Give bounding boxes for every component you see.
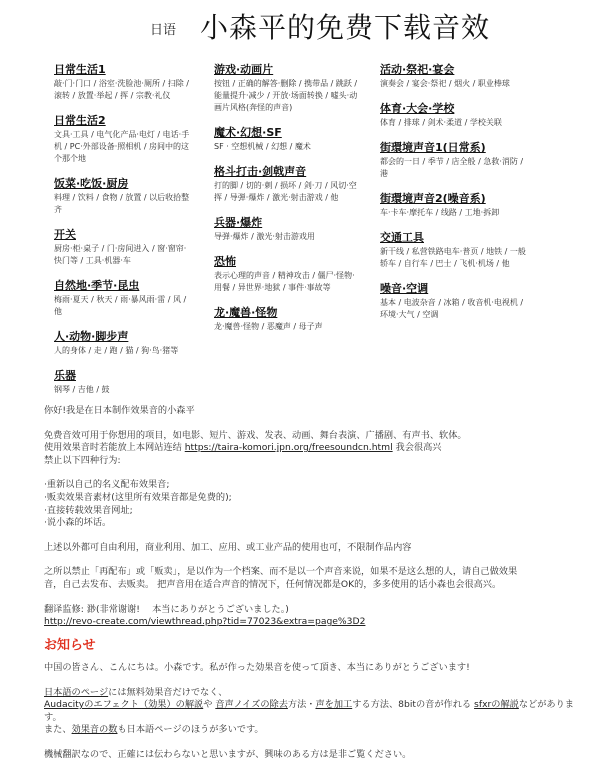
category-items[interactable]: 车·卡车·摩托车 / 线路 / 工地·拆卸 — [380, 208, 500, 217]
category-link[interactable]: 交通工具 — [380, 231, 424, 244]
news-text: や — [203, 699, 216, 711]
category-column-1 — [54, 62, 192, 396]
category-items[interactable]: 敲·门·门口 / 浴室·洗脸池·厕所 / 扫除 / 滚转 / 放置·举起 / 挥 / 宗教·礼仪 — [54, 79, 189, 100]
category-link[interactable]: 乐器 — [54, 369, 76, 382]
category-link[interactable]: 街環境声音2(噪音系) — [380, 192, 486, 205]
category-block — [54, 176, 192, 216]
category-items[interactable]: 厨房·柜·桌子 / 门·房间进入 / 窗·窗帘·快门等 / 工具·机器·车 — [54, 244, 187, 265]
category-items[interactable]: 新干线 / 私营铁路电车·普页 / 地铁 / 一般轿车 / 自行车 / 巴士 / 飞机·机场 / 他 — [380, 247, 526, 268]
news-links-line — [44, 687, 584, 737]
news-text: には無料効果音だけでなく、 — [108, 686, 228, 698]
rule-item: ·直接转载效果音网址; — [44, 504, 133, 516]
category-items[interactable]: 按钮 / 正确的解答·删除 / 携带品 / 跳跃 / 能量提升·减少 / 开放·场面转换 / 嘘头·动画片风格(奔怪的声音) — [214, 79, 358, 112]
category-items[interactable]: 体育 / 排球 / 剑术·柔道 / 学校关联 — [380, 118, 502, 127]
intro-usage-text: 免费音效可用于你想用的项目，如电影、短片、游戏、发表、动画、舞台表演、广播剧、有声书、软体。 — [44, 429, 467, 441]
category-items[interactable]: 钢琴 / 吉他 / 鼓 — [54, 385, 110, 394]
japanese-page-link[interactable]: 日本語のページ — [44, 686, 109, 698]
category-column-3 — [380, 62, 528, 321]
category-block — [54, 329, 192, 357]
category-link[interactable]: 开关 — [54, 228, 76, 241]
category-link[interactable]: 体育·大会·学校 — [380, 102, 455, 115]
category-items[interactable]: 文具·工具 / 电气化产品·电灯 / 电话·手机 / PC·外部设备·照相机 / 房间中的这个那个地 — [54, 130, 190, 163]
category-link[interactable]: 噪音·空调 — [380, 282, 429, 295]
category-block — [54, 113, 192, 165]
category-block — [380, 230, 528, 270]
intro-greeting: 你好!我是在日本制作效果音的小森平 — [44, 405, 195, 416]
news-section — [44, 662, 584, 762]
news-machine-translation-note: 機械翻訳なので、正確には伝わらないと思いますが、興味のある方は是非ご覧ください。 — [44, 748, 412, 760]
category-link[interactable]: 街環境声音1(日常系) — [380, 141, 486, 154]
category-items[interactable]: 基本 / 电波杂音 / 冰箱 / 收音机·电视机 / 环境·大气 / 空调 — [380, 298, 524, 319]
noise-removal-link[interactable]: 音声ノイズの除去 — [215, 699, 288, 711]
rule-item: ·贩卖效果音素材(这里所有效果音都是免费的); — [44, 491, 232, 503]
category-block — [380, 140, 528, 180]
japanese-language-link[interactable]: 日语 — [150, 23, 177, 38]
intro-link-line — [44, 442, 584, 455]
category-link[interactable]: 恐怖 — [214, 255, 236, 268]
category-items[interactable]: 料理 / 饮料 / 食物 / 放置 / 以后收拾整齐 — [54, 193, 190, 214]
category-link[interactable]: 自然地·季节·昆虫 — [54, 279, 140, 292]
category-block — [380, 281, 528, 321]
sound-count-link[interactable]: 効果音の数 — [71, 724, 118, 736]
category-column-2 — [214, 62, 360, 333]
category-block — [214, 164, 360, 204]
category-link[interactable]: 兵器·爆炸 — [214, 216, 263, 229]
category-link[interactable]: 人·动物·脚步声 — [54, 330, 129, 343]
header — [0, 0, 600, 52]
site-url-link[interactable]: https://taira-komori.jpn.org/freesoundcn.html — [184, 442, 393, 454]
category-link[interactable]: 游戏·动画片 — [214, 63, 274, 76]
category-block — [54, 278, 192, 318]
category-link[interactable]: 龙·魔兽·怪物 — [214, 306, 278, 319]
category-block — [54, 368, 192, 396]
news-title: お知らせ — [44, 638, 96, 653]
category-block — [380, 62, 528, 90]
news-text: する方法、8bitの音が作れる — [352, 699, 475, 711]
category-block — [214, 254, 360, 294]
intro-redistribution-text-2: 音，自己去发布、去贩卖。 把声音用在适合声音的情况下，任何情况都是OK的，多多使用的话小森也会很高兴。 — [44, 578, 502, 590]
category-block — [214, 305, 360, 333]
category-block — [380, 191, 528, 219]
category-link[interactable]: 日常生活2 — [54, 114, 106, 127]
news-greeting: 中国の皆さん、こんにちは。小森です。私が作った効果音を使って頂き、本当にありがとうございます! — [44, 662, 470, 673]
news-text: また、 — [44, 724, 72, 736]
intro-prohibited-heading: 禁止以下四种行为: — [44, 454, 121, 466]
category-items[interactable]: 打的脚 / 切的·刺 / 损坏 / 剑·刀 / 风切·空挥 / 导弹·爆炸 / 激光·射击游戏 / 他 — [214, 181, 357, 202]
intro-link-prefix: 使用效果音时若能放上本网站连结 — [44, 442, 185, 454]
news-text: 方法・ — [287, 699, 316, 711]
news-text: も日本語ページのほうが多いです。 — [117, 724, 264, 736]
category-items[interactable]: SF · 空想机械 / 幻想 / 魔术 — [214, 142, 311, 151]
sfxr-link[interactable]: sfxrの解説 — [474, 699, 519, 711]
category-items[interactable]: 演奏会 / 宴会·祭祀 / 烟火 / 职业棒球 — [380, 79, 510, 88]
category-block — [54, 227, 192, 267]
category-items[interactable]: 表示心理的声音 / 精神攻击 / 僵尸·怪物·用餐 / 异世界·地狱 / 事件·事故等 — [214, 271, 355, 292]
translator-link[interactable]: http://revo-create.com/viewthread.php?tid=77023&extra=page%3D2 — [44, 616, 366, 628]
site-title: 小森平的免费下载音效 — [200, 11, 491, 44]
category-block — [214, 125, 360, 153]
news-text: などがあります。 — [44, 699, 574, 723]
category-block — [54, 62, 192, 102]
category-link[interactable]: 饭菜·吃饭·厨房 — [54, 177, 129, 190]
intro-redistribution-text: 之所以禁止「再配布」或「贩卖」，是以作为一个档案、而不是以一个声音来说，如果不是这么想的人，请自己做效果 — [44, 566, 518, 578]
voice-processing-link[interactable]: 声を加工 — [315, 699, 353, 711]
category-block — [380, 101, 528, 129]
category-link[interactable]: 格斗打击·剑戟声音 — [214, 165, 307, 178]
category-items[interactable]: 人的身体 / 走 / 跑 / 猫 / 狗·鸟·猪等 — [54, 346, 179, 355]
category-items[interactable]: 梅雨·夏天 / 秋天 / 雨·暴风雨·雷 / 风 / 他 — [54, 295, 187, 316]
intro-commercial-text: 上述以外都可自由利用，商业利用、加工、应用、或工业产品的使用也可，不限制作品内容 — [44, 541, 412, 553]
category-items[interactable]: 都会的一日 / 季节 / 店全般 / 急救·消防 / 港 — [380, 157, 524, 178]
intro-section — [44, 405, 584, 629]
rule-item: ·重新以自己的名义配布效果音; — [44, 479, 170, 491]
category-block — [214, 62, 360, 114]
category-link[interactable]: 日常生活1 — [54, 63, 106, 76]
category-block — [214, 215, 360, 243]
category-link[interactable]: 魔术·幻想·SF — [214, 126, 282, 139]
audacity-effects-link[interactable]: Audacityのエフェクト（効果）の解説 — [44, 699, 204, 711]
translation-credit-link-line — [44, 616, 584, 629]
translation-credit: 翻译监修: 渺(非常谢谢! 本当にありがとうございました。) — [44, 603, 289, 615]
category-link[interactable]: 活动·祭祀·宴会 — [380, 63, 455, 76]
category-items[interactable]: 龙·魔兽·怪物 / 恶魔声 / 母子声 — [214, 322, 323, 331]
category-items[interactable]: 导弹·爆炸 / 激光·射击游戏用 — [214, 232, 315, 241]
rule-item: ·说小森的坏话。 — [44, 517, 112, 529]
intro-link-suffix: 我会很高兴 — [392, 442, 442, 454]
